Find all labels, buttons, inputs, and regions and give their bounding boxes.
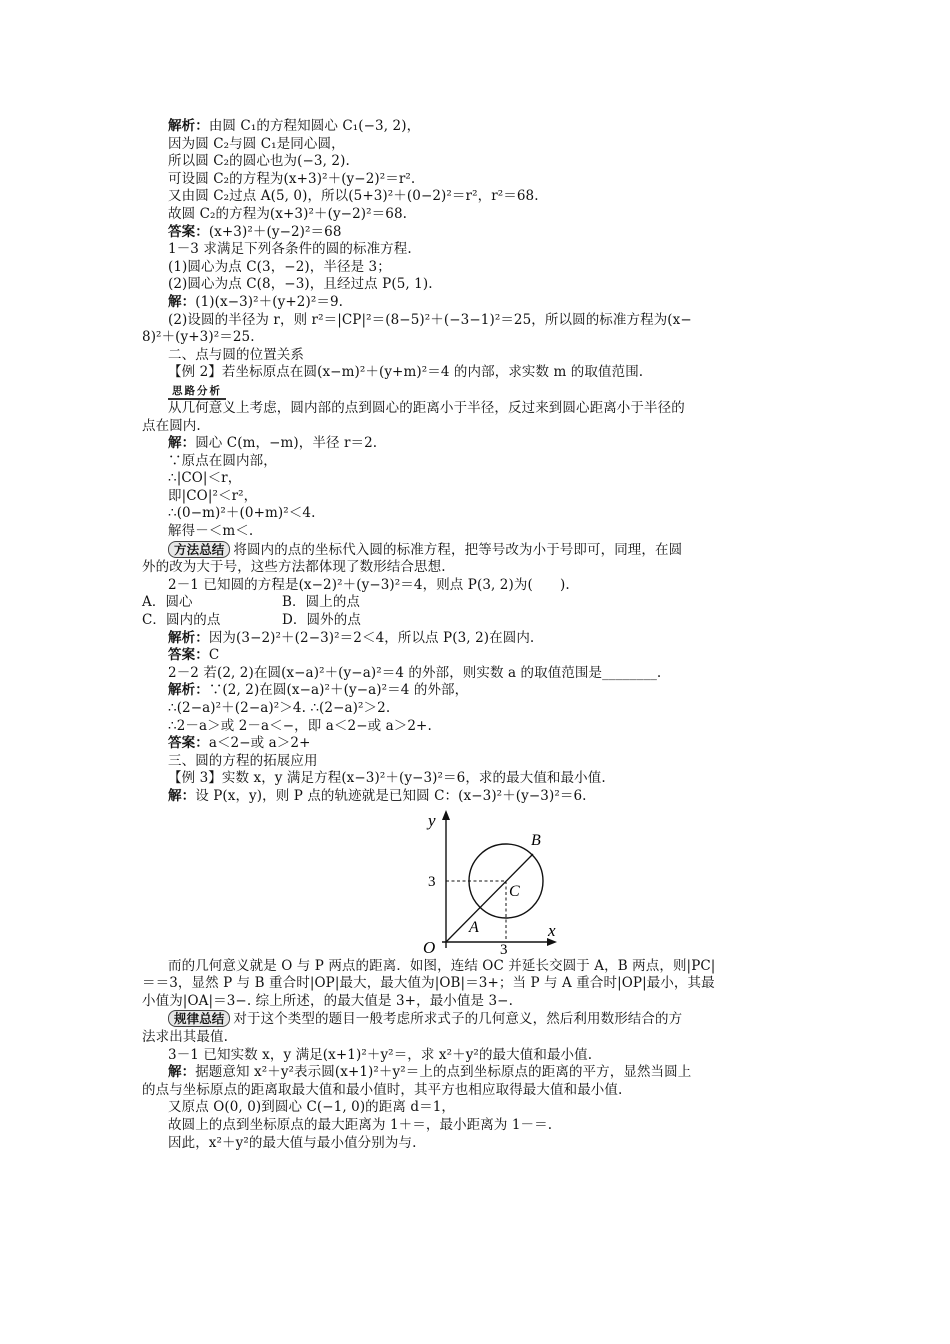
line: ＝＝3，显然 P 与 B 重合时|OP|最大，最大值为|OB|＝3+；当 P 与 A 重合时|OP|最小，其最	[142, 975, 715, 992]
label-a: A	[469, 918, 479, 936]
line: 的点与坐标原点的距离取最大值和最小值时，其平方也相应取得最大值和最小值.	[142, 1081, 623, 1098]
line: ∵原点在圆内部，	[168, 452, 277, 469]
line: 又由圆 C₂过点 A(5, 0)，所以(5+3)²＋(0−2)²＝r²，r²＝68.	[168, 188, 539, 205]
label-c: C	[509, 882, 520, 900]
circle-diagram	[414, 808, 564, 954]
line: (2)圆心为点 C(8，−3)，且经过点 P(5, 1).	[168, 276, 433, 293]
choice-c: C．圆内的点	[142, 612, 221, 629]
answer-line: 答案：C	[168, 647, 220, 664]
answer-line: 答案：(x+3)²＋(y−2)²＝68	[168, 223, 342, 240]
choice-a: A．圆心	[142, 594, 193, 611]
line: 所以圆 C₂的圆心也为(−3, 2).	[168, 153, 350, 170]
example-line: 【例 2】若坐标原点在圆(x−m)²＋(y+m)²＝4 的内部，求实数 m 的取值范围.	[168, 364, 644, 381]
line: 而的几何意义就是 O 与 P 两点的距离．如图，连结 OC 并延长交圆于 A，B 两点，则|PC|	[168, 957, 716, 974]
analysis-line: 解析：因为(3−2)²＋(2−3)²＝2＜4，所以点 P(3, 2)在圆内.	[168, 629, 535, 646]
line: 外的改为大于号，这些方法都体现了数形结合思想.	[142, 559, 446, 576]
label-x: x	[548, 920, 556, 940]
rule-summary-line: 规律总结 对于这个类型的题目一般考虑所求式子的几何意义，然后利用数形结合的方	[142, 1010, 818, 1029]
line-ob	[446, 854, 533, 942]
badge-line	[142, 382, 818, 400]
line: 因为圆 C₂与圆 C₁是同心圆，	[168, 135, 345, 152]
analysis-line: 解析：∵(2, 2)在圆(x−a)²＋(y−a)²＝4 的外部，	[168, 682, 469, 699]
line: 解得－＜m＜.	[168, 523, 254, 540]
label-origin: O	[423, 937, 436, 954]
rule-summary-badge: 规律总结	[168, 1010, 230, 1027]
line: (1)圆心为点 C(3，−2)，半径是 3；	[168, 258, 391, 275]
line: 法求出其最值.	[142, 1028, 228, 1045]
tick-label-y: 3	[428, 873, 436, 890]
solution-line: 解：设 P(x，y)，则 P 点的轨迹就是已知圆 C：(x−3)²＋(y−3)²＝6.	[168, 787, 587, 804]
method-summary-line: 方法总结 将圆内的点的坐标代入圆的标准方程，把等号改为小于号即可，同理，在圆	[142, 541, 818, 560]
tick-label-x: 3	[500, 941, 508, 954]
solution-line: 解：圆心 C(m，−m)，半径 r＝2.	[168, 435, 378, 452]
section-heading: 二、点与圆的位置关系	[168, 346, 304, 363]
exercise-title: 1－3 求满足下列各条件的圆的标准方程.	[168, 241, 412, 258]
line: 从几何意义上考虑，圆内部的点到圆心的距离小于半径，反过来到圆心距离小于半径的	[168, 399, 685, 416]
line: ∴(2−a)²＋(2−a)²＞4. ∴(2−a)²＞2.	[168, 700, 391, 716]
choice-d: D．圆外的点	[282, 612, 361, 629]
line: 解析：由圆 C₁的方程知圆心 C₁(−3, 2)，	[168, 118, 421, 134]
choice-row	[142, 612, 818, 630]
exercise-title: 2－2 若(2, 2)在圆(x−a)²＋(y−a)²＝4 的外部，则实数 a 的取值范围是________.	[168, 664, 662, 681]
line: 故圆上的点到坐标原点的最大距离为 1＋＝，最小距离为 1－＝.	[168, 1116, 553, 1133]
method-summary-badge: 方法总结	[168, 541, 230, 558]
thinking-analysis-badge: 思路分析	[168, 385, 226, 400]
example-line: 【例 3】实数 x，y 满足方程(x−3)²＋(y−3)²＝6，求的最大值和最小值.	[168, 770, 606, 787]
line: 故圆 C₂的方程为(x+3)²＋(y−2)²＝68.	[168, 205, 408, 222]
line: (2)设圆的半径为 r，则 r²＝|CP|²＝(8−5)²＋(−3−1)²＝25，所以圆的标准方程为(x−	[168, 311, 692, 328]
exercise-title: 3－1 已知实数 x，y 满足(x+1)²＋y²＝，求 x²＋y²的最大值和最小值.	[168, 1046, 593, 1063]
document-page	[142, 118, 818, 1152]
solution-line: 解：(1)(x−3)²＋(y+2)²＝9.	[168, 293, 344, 310]
y-axis-arrow	[442, 810, 450, 820]
line: 8)²＋(y+3)²＝25.	[142, 329, 255, 346]
exercise-title: 2－1 已知圆的方程是(x−2)²＋(y−3)²＝4，则点 P(3, 2)为( ).	[168, 576, 570, 593]
section-heading: 三、圆的方程的拓展应用	[168, 752, 318, 769]
choice-b: B．圆上的点	[282, 594, 361, 611]
solution-line: 解：据题意知 x²＋y²表示圆(x+1)²＋y²＝上的点到坐标原点的距离的平方，显然当圆上	[168, 1064, 692, 1081]
line: 小值为|OA|＝3−. 综上所述，的最大值是 3+，最小值是 3−.	[142, 992, 513, 1009]
line: 又原点 O(0, 0)到圆心 C(−1, 0)的距离 d＝1，	[168, 1099, 456, 1116]
line: ∴|CO|＜r，	[168, 470, 242, 487]
line: 可设圆 C₂的方程为(x+3)²＋(y−2)²＝r².	[168, 170, 416, 187]
line: ∴2－a＞或 2－a＜−，即 a＜2−或 a＞2+.	[168, 717, 432, 734]
line: 即|CO|²＜r²，	[168, 487, 258, 504]
label-y: y	[428, 810, 436, 830]
line: ∴(0−m)²＋(0+m)²＜4.	[168, 505, 316, 522]
answer-line: 答案：a＜2−或 a＞2+	[168, 735, 311, 752]
line: 点在圆内.	[142, 417, 201, 434]
choice-row	[142, 594, 818, 612]
label-b: B	[531, 831, 541, 849]
geometry-figure	[142, 808, 818, 956]
line: 因此，x²＋y²的最大值与最小值分别为与.	[168, 1134, 417, 1151]
